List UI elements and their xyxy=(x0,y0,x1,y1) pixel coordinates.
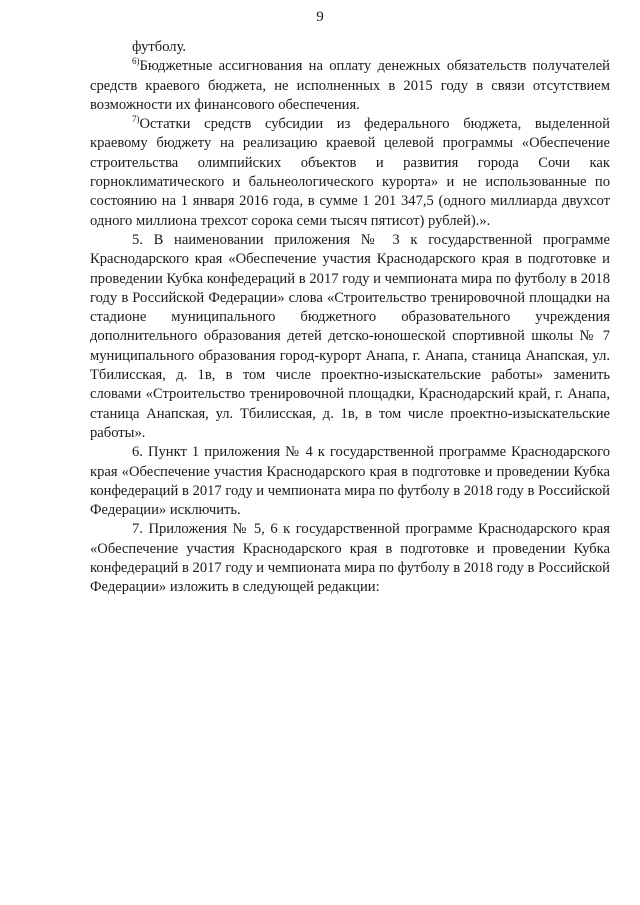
page-number: 9 xyxy=(316,9,324,25)
footnote-7-text: Остатки средств субсидии из федерального бюджета, выделенной краевому бюджету на реализацию краевой целевой программы «Обеспечение строительства олимпийских объектов и развития города Сочи как горноклиматического и бальнеологического курорта» и не использованные по состоянию на 1 января 2016 года, в сумме 1 201 347,5 (одного миллиарда двухсот одного миллиона трехсот сорока семи тысяч пятисот) рублей).». xyxy=(90,116,610,229)
footnote-6 xyxy=(90,57,610,115)
paragraph-7: 7. Приложения № 5, 6 к государственной программе Краснодарского края «Обеспечение участия Краснодарского края в подготовке и проведении Кубка конфедераций в 2017 году и чемпионата мира по футболу в 2018 году в Российской Федерации» изложить в следующей редакции: xyxy=(90,521,610,596)
paragraph-continuation xyxy=(90,38,610,57)
footnote-7 xyxy=(90,115,610,231)
document-body xyxy=(90,38,610,598)
footnote-7-mark: 7) xyxy=(132,114,140,125)
paragraph-6: 6. Пункт 1 приложения № 4 к государственной программе Краснодарского края «Обеспечение участия Краснодарского края в подготовке и проведении Кубка конфедераций в 2017 году и чемпионата мира по футболу в 2018 году в Российской Федерации» исключить. xyxy=(90,444,610,519)
footnote-6-mark: 6) xyxy=(132,56,140,67)
continuation-text: футболу. xyxy=(132,39,187,55)
paragraph-5: 5. В наименовании приложения № 3 к государственной программе Краснодарского края «Обеспечение участия Краснодарского края в подготовке и проведении Кубка конфедераций в 2017 году и чемпионата мира по футболу в 2018 году в Российской Федерации» слова «Строительство тренировочной площадки на стадионе муниципального бюджетного образовательного учреждения дополнительного образования детей детско-юношеской спортивной школы № 7 муниципального образования город-курорт Анапа, г. Анапа, станица Анапская, ул. Тбилисская, д. 1в, в том числе проектно-изыскательские работы» заменить словами «Строительство тренировочной площадки, Краснодарский край, г. Анапа, станица Анапская, ул. Тбилисская, д. 1в, в том числе проектно-изыскательские работы». xyxy=(90,231,610,441)
footnote-6-text: Бюджетные ассигнования на оплату денежных обязательств получателей средств краевого бюджета, не исполненных в 2015 году в связи отсутствием возможности их финансового обеспечения. xyxy=(90,58,610,113)
